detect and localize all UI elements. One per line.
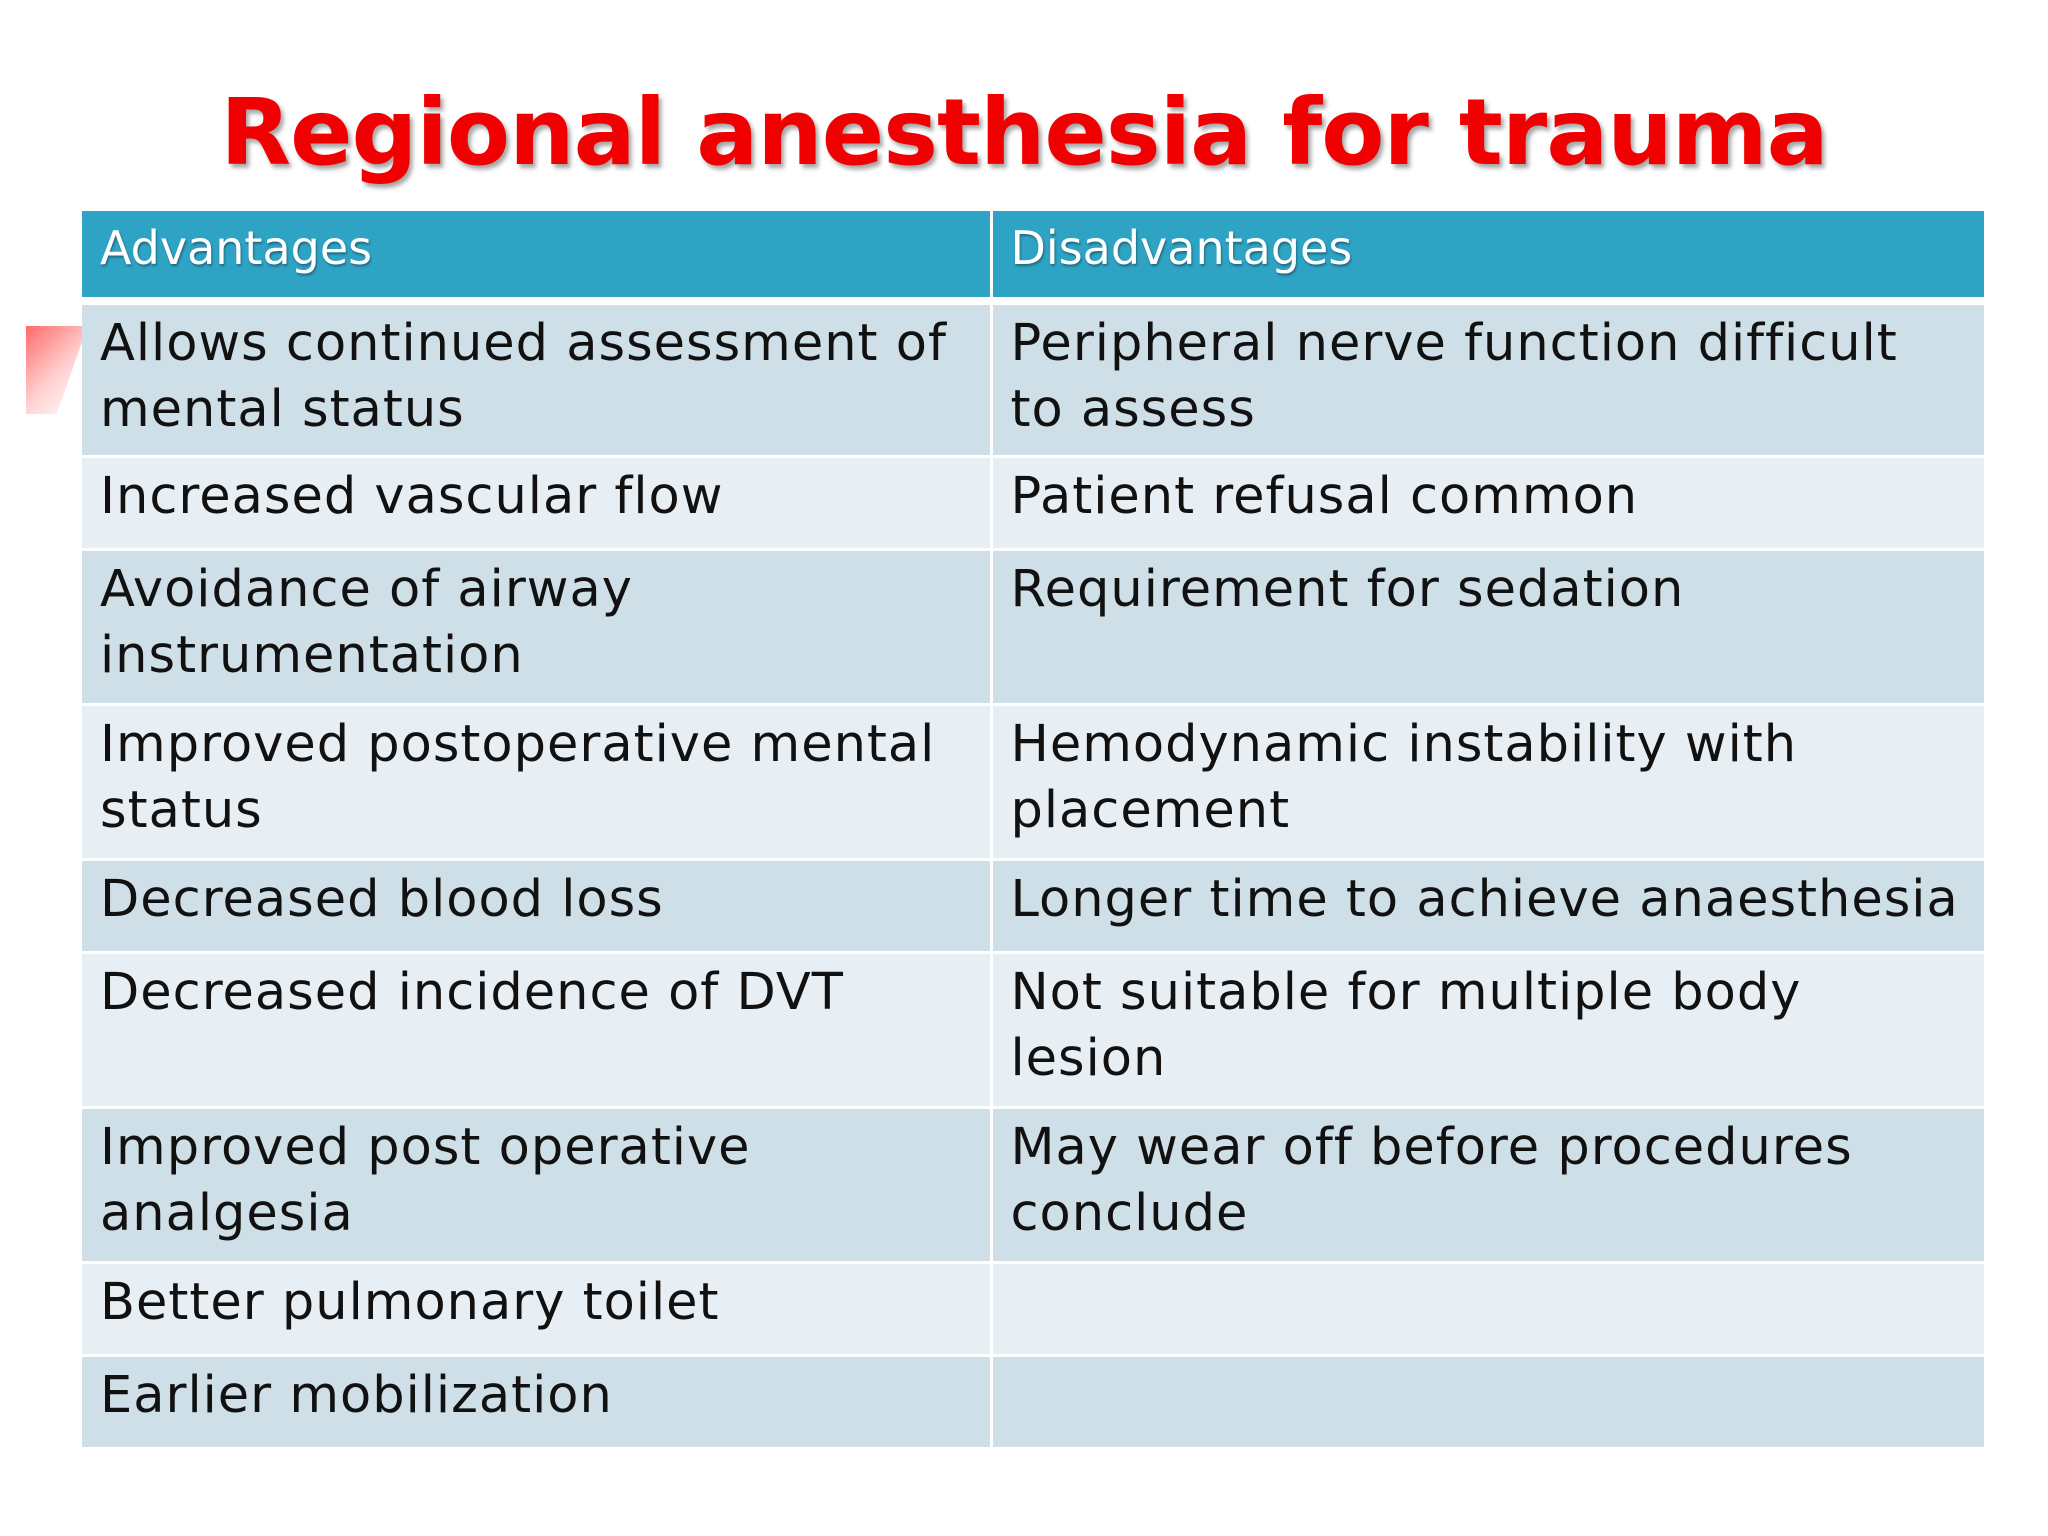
comparison-table [82,211,1984,1450]
advantage-cell: Allows continued assessment of mental status [82,301,991,456]
disadvantage-cell [991,1262,1984,1355]
advantage-cell: Improved post operative analgesia [82,1107,991,1262]
advantage-cell: Earlier mobilization [82,1355,991,1448]
disadvantage-cell [991,1355,1984,1448]
advantage-cell: Better pulmonary toilet [82,1262,991,1355]
slide-title: Regional anesthesia for trauma [220,79,1828,186]
table-row [82,1107,1984,1262]
table-header-row [82,211,1984,301]
decorative-accent-mark [26,326,82,414]
table-row [82,952,1984,1107]
disadvantage-cell: Patient refusal common [991,456,1984,549]
table-row [82,1262,1984,1355]
disadvantage-cell: Peripheral nerve function difficult to assess [991,301,1984,456]
disadvantage-cell: May wear off before procedures conclude [991,1107,1984,1262]
header-advantages: Advantages [82,211,991,301]
advantage-cell: Avoidance of airway instrumentation [82,549,991,704]
disadvantage-cell: Hemodynamic instability with placement [991,704,1984,859]
disadvantage-cell: Requirement for sedation [991,549,1984,704]
table-row [82,301,1984,456]
table-row [82,549,1984,704]
table-row [82,456,1984,549]
table-row [82,704,1984,859]
advantage-cell: Increased vascular flow [82,456,991,549]
disadvantage-cell: Not suitable for multiple body lesion [991,952,1984,1107]
table-row [82,859,1984,952]
disadvantage-cell: Longer time to achieve anaesthesia [991,859,1984,952]
advantage-cell: Decreased incidence of DVT [82,952,991,1107]
advantage-cell: Decreased blood loss [82,859,991,952]
table-row [82,1355,1984,1448]
advantage-cell: Improved postoperative mental status [82,704,991,859]
header-disadvantages: Disadvantages [991,211,1984,301]
